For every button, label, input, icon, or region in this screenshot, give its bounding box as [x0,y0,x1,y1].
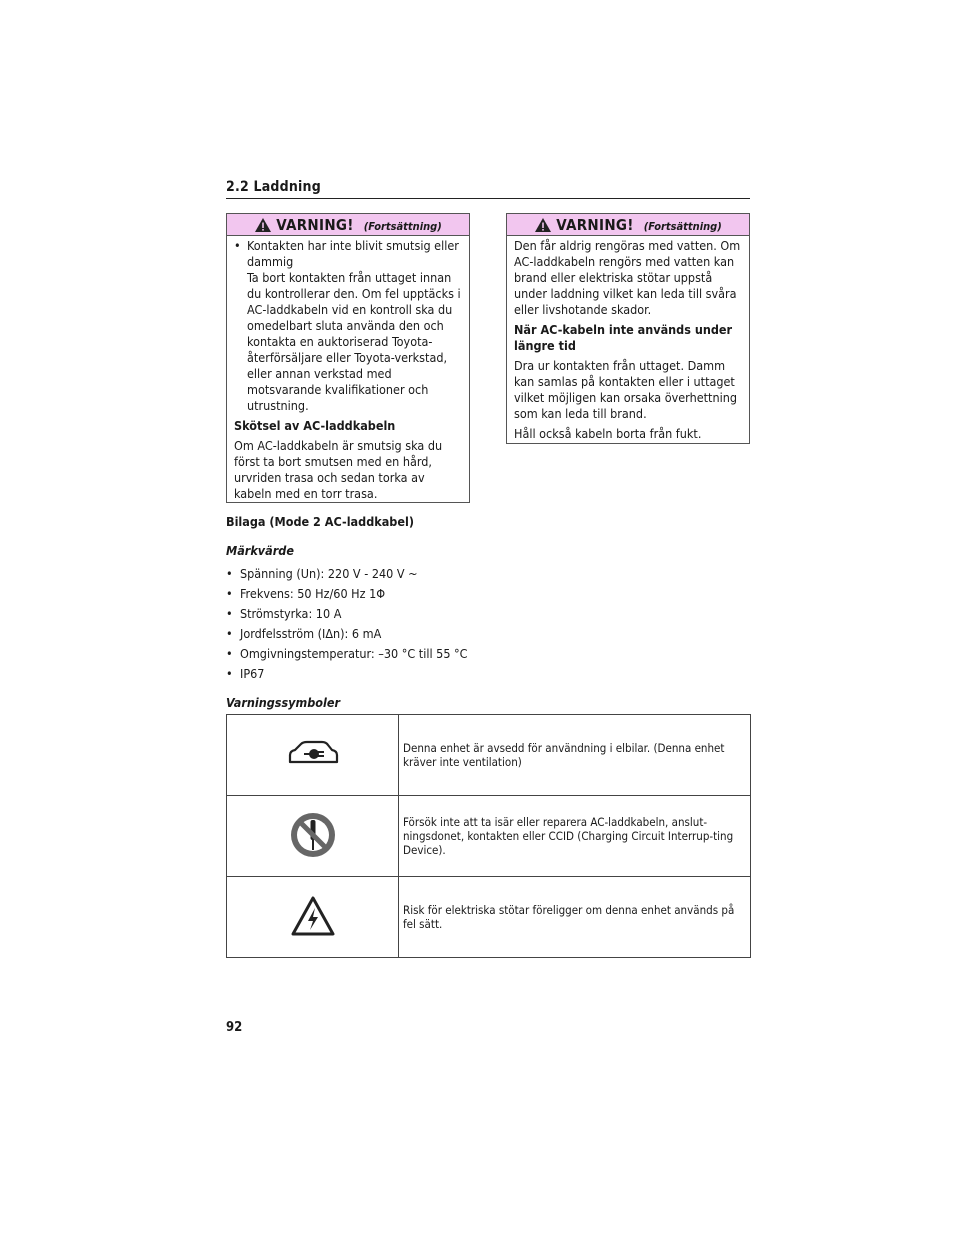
spec-list [226,564,468,684]
warning-continued: (Fortsättning) [643,219,722,233]
warning-body [227,236,469,512]
bullet-detail: Ta bort kontakten från uttaget innan du kontrollerar den. Om fel upptäcks i AC-laddkabeln vid en kontroll ska du omedelbart sluta använda den och kontakta en auktoriserad Toyota-återförsäljare eller Toyota-verkstad, eller annan verkstad med motsvarande kvalifikationer och utrustning. [247,270,461,413]
appendix-heading: Bilaga (Mode 2 AC-laddkabel) [226,514,414,529]
warning-box-left [226,213,470,503]
page-number: 92 [226,1020,243,1035]
symbol-description: Denna enhet är avsedd för användning i elbilar. (Denna enhet kräver inte ventilation) [399,715,751,796]
warning-box-right [506,213,750,444]
list-item: • Jordfelsström (IΔn): 6 mA [226,626,382,641]
list-item: • Frekvens: 50 Hz/60 Hz 1Φ [226,586,386,601]
table-row [227,877,751,958]
electric-car-plug-icon [286,738,340,773]
warning-paragraph: Om AC-laddkabeln är smutsig ska du först ta bort smutsen med en hård, urvriden trasa och sedan torka av kabeln med en torr trasa. [234,438,443,501]
warning-triangle-icon [254,217,272,233]
warning-subheading: Skötsel av AC-laddkabeln [234,418,396,433]
symbols-table [226,714,751,958]
warning-header [507,214,749,236]
warning-paragraph: Håll också kabeln borta från fukt. [514,426,702,441]
section-title: 2.2 Laddning [226,179,321,195]
bullet-item: • Kontakten har inte blivit smutsig eller dammig [234,238,463,270]
warning-paragraph: Dra ur kontakten från uttaget. Damm kan samlas på kontakten eller i uttaget vilket möjligen kan orsaka överhettning som kan leda till brand. [514,358,737,421]
bullet-text: Kontakten har inte blivit smutsig eller dammig [247,238,459,269]
list-item: • Strömstyrka: 10 A [226,606,342,621]
list-item: • Spänning (Un): 220 V - 240 V ~ [226,566,418,581]
no-disassembly-icon [289,811,337,862]
table-row [227,796,751,877]
symbols-heading: Varningssymboler [226,695,341,710]
section-divider [226,198,750,199]
warning-continued: (Fortsättning) [363,219,442,233]
rating-heading: Märkvärde [226,543,294,558]
warning-title: VARNING! [556,215,634,234]
list-item: • Omgivningstemperatur: –30 °C till 55 °C [226,646,468,661]
symbol-description: Risk för elektriska stötar föreligger om denna enhet används på fel sätt. [399,877,751,958]
electric-shock-warning-icon [291,896,335,939]
warning-subheading: När AC-kabeln inte används under längre tid [514,322,733,353]
warning-body [507,236,749,452]
warning-header [227,214,469,236]
list-item: • IP67 [226,666,265,681]
symbol-description: Försök inte att ta isär eller reparera AC-laddkabeln, anslut-ningsdonet, kontakten eller CCID (Charging Circuit Interrup-ting Device). [399,796,751,877]
warning-paragraph: Den får aldrig rengöras med vatten. Om AC-laddkabeln rengörs med vatten kan brand eller elektriska stötar uppstå under laddning vilket kan leda till svåra eller livshotande skador. [514,238,741,317]
warning-triangle-icon [534,217,552,233]
warning-title: VARNING! [276,215,354,234]
table-row [227,715,751,796]
